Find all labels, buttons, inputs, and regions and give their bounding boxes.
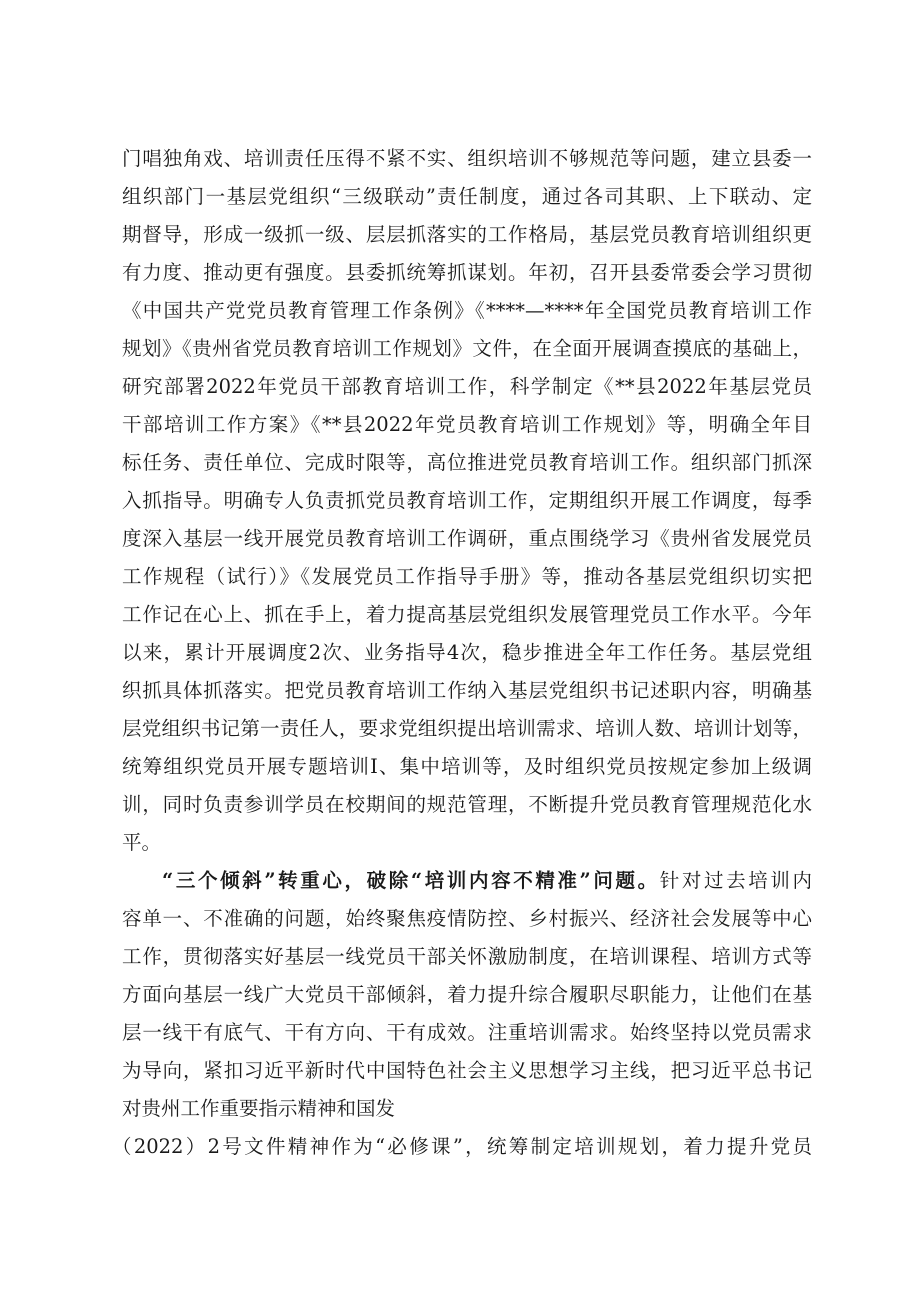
text-line: 干部培训工作方案》《**县2022年党员教育培训工作规划》等，明确全年目 — [122, 413, 812, 436]
text-line: 门唱独角戏、培训责任压得不紧不实、组织培训不够规范等问题，建立县委一 — [122, 147, 812, 170]
text-line: （2022）2号文件精神作为“必修课”，统筹制定培训规划，着力提升党员 — [112, 1135, 812, 1158]
text-line: 规划》《贵州省党员教育培训工作规划》文件，在全面开展调查摸底的基础上， — [122, 337, 812, 360]
text-line: 以来，累计开展调度2次、业务指导4次，稳步推进全年工作任务。基层党组 — [122, 641, 812, 664]
paragraph-heading: “三个倾斜”转重心，破除“培训内容不精准”问题。 — [162, 869, 660, 892]
text-line: 工作记在心上、抓在手上，着力提高基层党组织发展管理党员工作水平。今年 — [122, 603, 812, 626]
text-line: 容单一、不准确的问题，始终聚焦疫情防控、乡村振兴、经济社会发展等中心 — [122, 907, 812, 930]
text-line: 《中国共产党党员教育管理工作条例》《****—****年全国党员教育培训工作 — [122, 299, 812, 322]
paragraph-text: 针对过去培训内 — [659, 869, 812, 892]
text-line: 有力度、推动更有强度。县委抓统筹抓谋划。年初，召开县委常委会学习贯彻 — [122, 261, 812, 284]
text-line: 统筹组织党员开展专题培训Ⅰ、集中培训等，及时组织党员按规定参加上级调 — [122, 755, 812, 778]
text-line: 层党组织书记第一责任人，要求党组织提出培训需求、培训人数、培训计划等， — [122, 717, 812, 740]
text-line: 入抓指导。明确专人负责抓党员教育培训工作，定期组织开展工作调度，每季 — [122, 489, 812, 512]
text-line: 标任务、责任单位、完成时限等，高位推进党员教育培训工作。组织部门抓深 — [122, 451, 812, 474]
text-line: 组织部门一基层党组织“三级联动”责任制度，通过各司其职、上下联动、定 — [122, 185, 812, 208]
text-line: 平。 — [122, 831, 162, 854]
text-line: 度深入基层一线开展党员教育培训工作调研，重点围绕学习《贵州省发展党员 — [122, 527, 812, 550]
text-line: 研究部署2022年党员干部教育培训工作，科学制定《**县2022年基层党员 — [122, 375, 812, 398]
text-line: 训，同时负责参训学员在校期间的规范管理，不断提升党员教育管理规范化水 — [122, 793, 812, 816]
text-line: 方面向基层一线广大党员干部倾斜，着力提升综合履职尽职能力，让他们在基 — [122, 983, 812, 1006]
paragraph-first-line — [122, 862, 812, 900]
text-line: 期督导，形成一级抓一级、层层抓落实的工作格局，基层党员教育培训组织更 — [122, 223, 812, 246]
text-line: 对贵州工作重要指示精神和国发 — [122, 1097, 396, 1120]
text-line: 织抓具体抓落实。把党员教育培训工作纳入基层党组织书记述职内容，明确基 — [122, 679, 812, 702]
text-line: 工作，贯彻落实好基层一线党员干部关怀激励制度，在培训课程、培训方式等 — [122, 945, 812, 968]
text-line: 层一线干有底气、干有方向、干有成效。注重培训需求。始终坚持以党员需求 — [122, 1021, 812, 1044]
text-line: 为导向，紧扣习近平新时代中国特色社会主义思想学习主线，把习近平总书记 — [122, 1059, 812, 1082]
text-line: 工作规程（试行）》《发展党员工作指导手册》等，推动各基层党组织切实把 — [122, 565, 812, 588]
